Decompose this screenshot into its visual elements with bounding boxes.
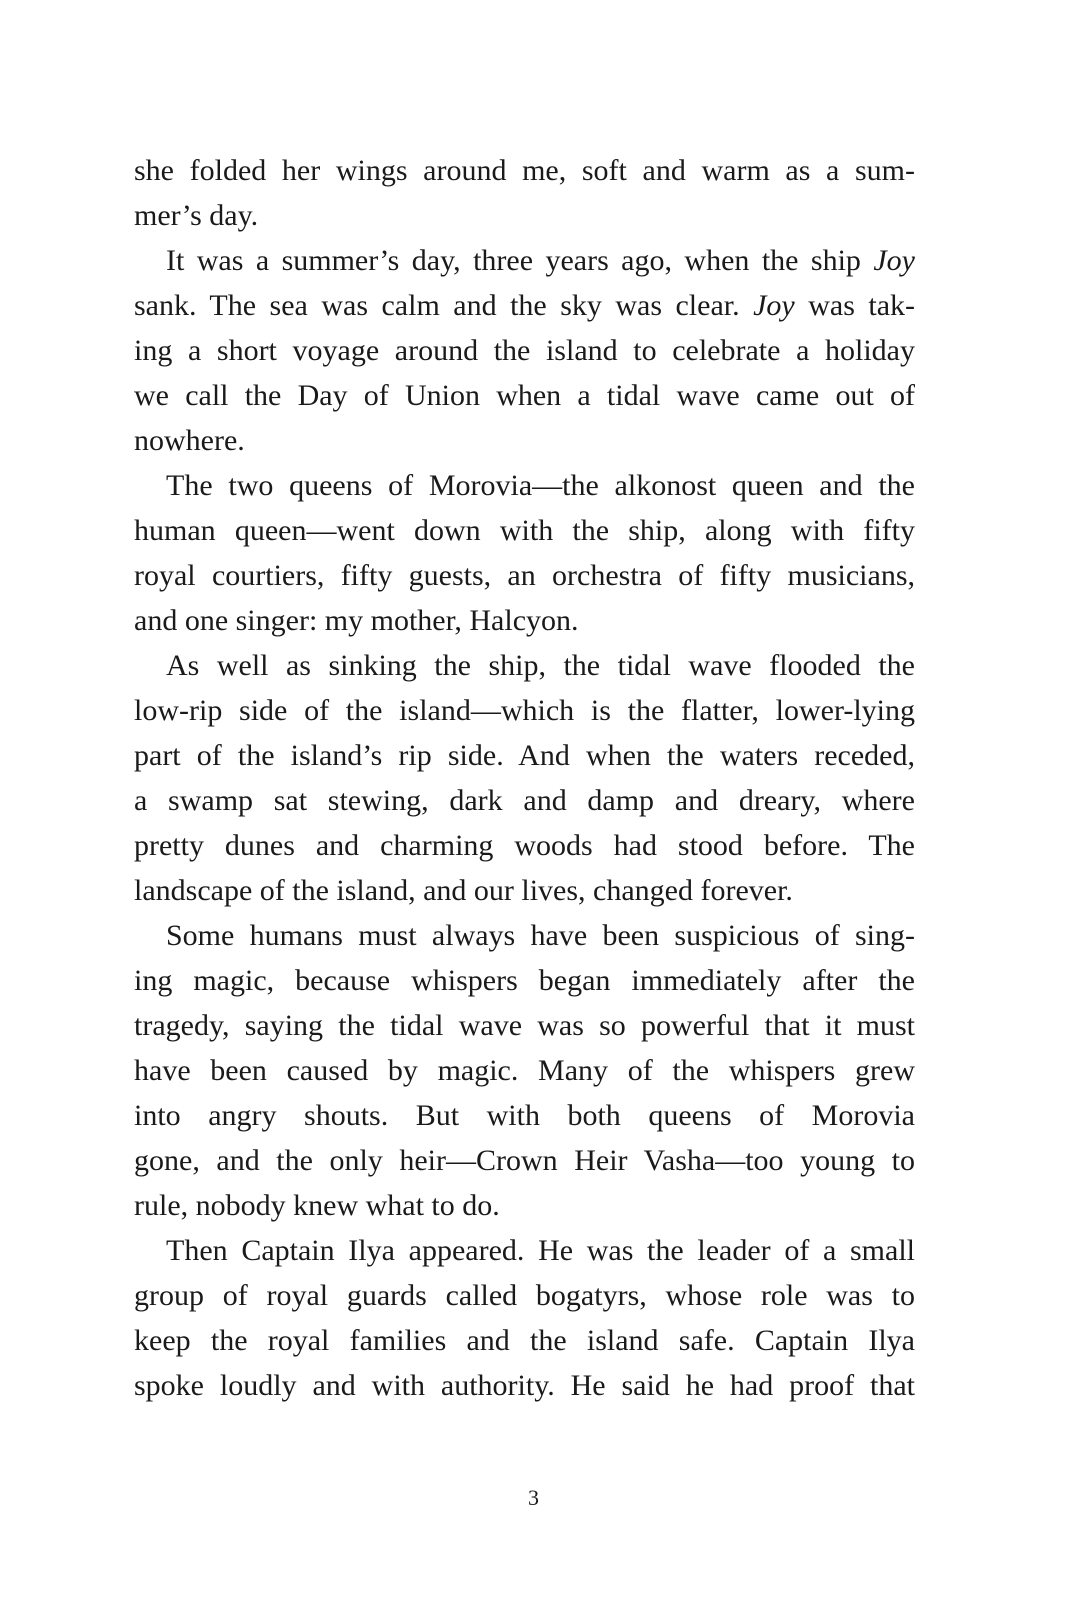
text-line: ing magic, because whispers began immediately after the <box>134 964 915 997</box>
text-line: The two queens of Morovia—the alkonost queen and the <box>166 469 915 502</box>
text-line: sank. The sea was calm and the sky was clear. Joy was tak- <box>134 289 915 322</box>
text-line: royal courtiers, fifty guests, an orchestra of fifty musicians, <box>134 559 915 592</box>
text-line: a swamp sat stewing, dark and damp and dreary, where <box>134 784 915 817</box>
page-number: 3 <box>528 1485 539 1510</box>
text-line: Some humans must always have been suspicious of sing- <box>166 919 915 952</box>
text-line: into angry shouts. But with both queens of Morovia <box>134 1099 915 1132</box>
text-line: landscape of the island, and our lives, changed forever. <box>134 874 793 907</box>
text-line: ing a short voyage around the island to celebrate a holiday <box>134 334 915 367</box>
text-line: It was a summer’s day, three years ago, when the ship Joy <box>166 244 915 277</box>
text-line: mer’s day. <box>134 199 259 232</box>
text-line: low-rip side of the island—which is the flatter, lower-lying <box>134 694 915 727</box>
text-line: human queen—went down with the ship, along with fifty <box>134 514 915 547</box>
text-line: gone, and the only heir—Crown Heir Vasha—too young to <box>134 1144 915 1177</box>
text-line: we call the Day of Union when a tidal wave came out of <box>134 379 915 412</box>
text-line: keep the royal families and the island safe. Captain Ilya <box>134 1324 915 1357</box>
text-line: have been caused by magic. Many of the whispers grew <box>134 1054 915 1087</box>
text-line: tragedy, saying the tidal wave was so powerful that it must <box>134 1009 915 1042</box>
text-line: rule, nobody knew what to do. <box>134 1189 500 1222</box>
text-line: nowhere. <box>134 424 245 457</box>
text-line: she folded her wings around me, soft and warm as a sum- <box>134 154 915 187</box>
text-line: spoke loudly and with authority. He said he had proof that <box>134 1369 915 1402</box>
text-line: Then Captain Ilya appeared. He was the leader of a small <box>166 1234 915 1267</box>
body-text <box>134 148 915 1408</box>
text-line: group of royal guards called bogatyrs, whose role was to <box>134 1279 915 1312</box>
text-line: and one singer: my mother, Halcyon. <box>134 604 579 637</box>
text-line: As well as sinking the ship, the tidal wave flooded the <box>166 649 915 682</box>
text-line: part of the island’s rip side. And when the waters receded, <box>134 739 915 772</box>
text-line: pretty dunes and charming woods had stood before. The <box>134 829 915 862</box>
